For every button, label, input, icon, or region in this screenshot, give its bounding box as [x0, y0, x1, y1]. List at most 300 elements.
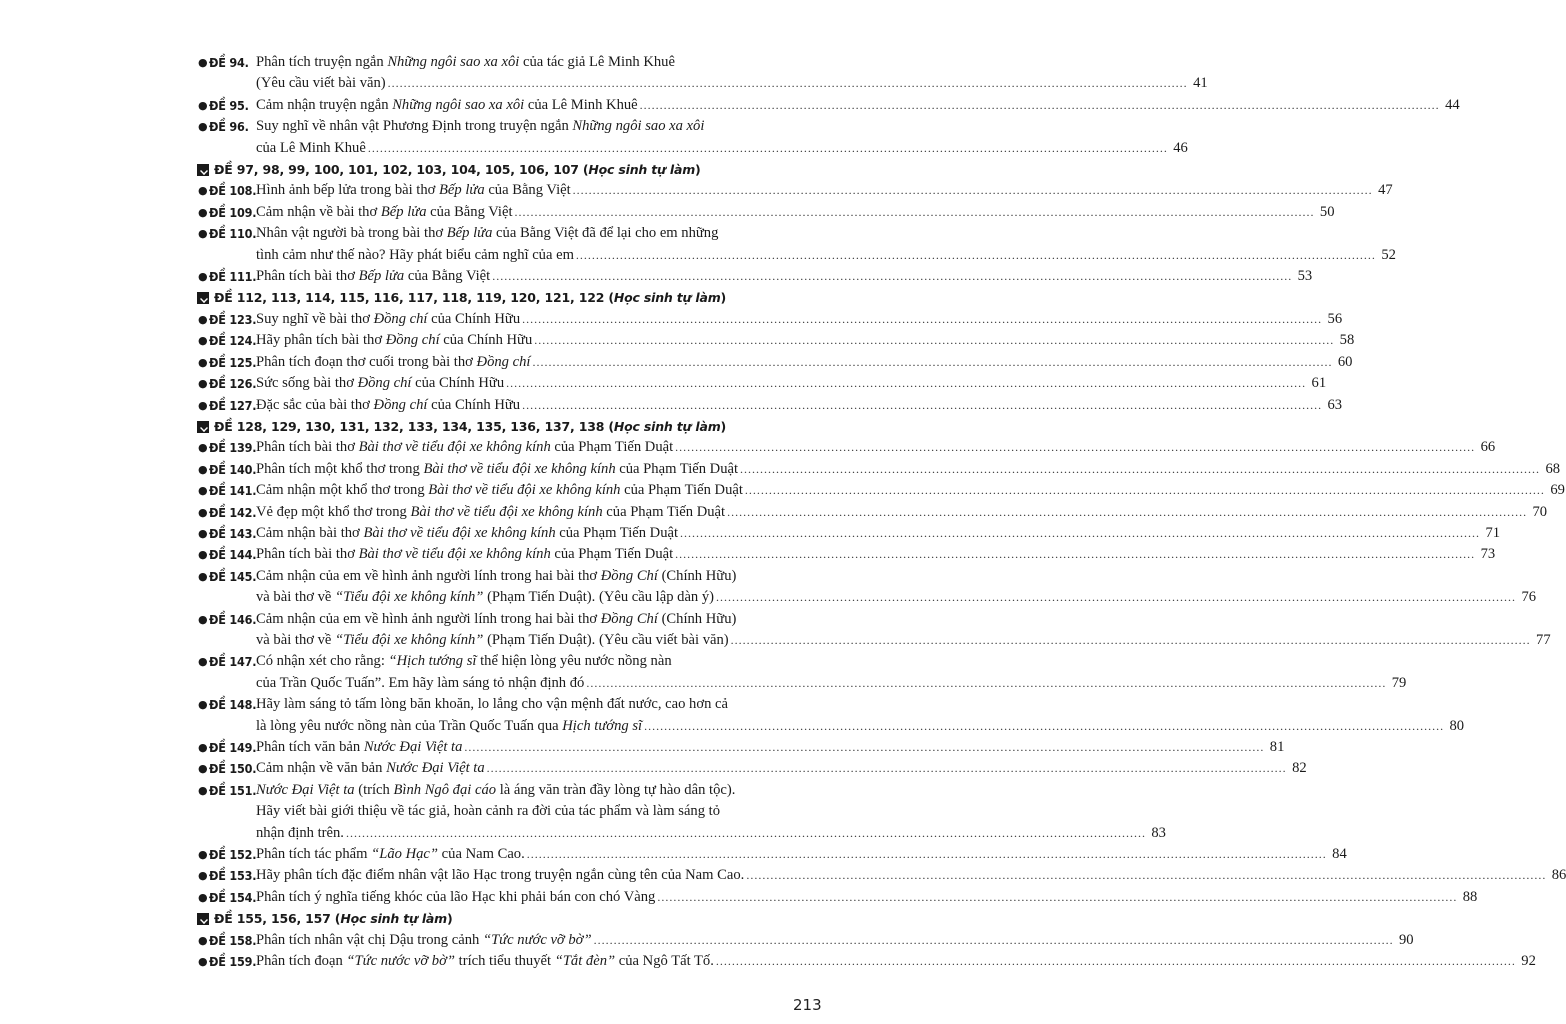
page-ref: 80 — [1449, 717, 1465, 734]
title-text: Phân tích tác phẩm — [256, 846, 372, 863]
page-ref: 70 — [1532, 503, 1548, 520]
title-text: và bài thơ về — [256, 589, 336, 606]
dot-leader: ........................................................................................................................................................................................................ — [534, 333, 1335, 348]
bullet-icon: ● — [198, 890, 208, 904]
toc-entry — [196, 887, 1478, 908]
toc-entry — [196, 352, 1353, 373]
section-text: ĐỀ 97, 98, 99, 100, 101, 102, 103, 104, 105, 106, 107 ( — [214, 162, 589, 178]
dot-leader: ........................................................................................................................................................................................................ — [575, 247, 1376, 262]
dot-leader: ........................................................................................................................................................................................................ — [492, 269, 1293, 284]
dot-leader: ........................................................................................................................................................................................................ — [387, 76, 1188, 91]
bullet-icon: ● — [198, 98, 208, 112]
title-text: Phân tích đoạn thơ cuối trong bài thơ — [256, 353, 477, 370]
entry-title — [256, 116, 704, 137]
entry-title — [256, 758, 485, 779]
entry-line — [256, 651, 816, 672]
entry-title — [256, 587, 714, 608]
dot-leader: ........................................................................................................................................................................................................ — [572, 183, 1373, 198]
bullet-icon: ● — [198, 205, 208, 219]
work-title: Nước Đại Việt ta — [363, 739, 463, 755]
work-title: Đồng chí — [385, 332, 440, 349]
dot-leader: ........................................................................................................................................................................................................ — [715, 954, 1516, 969]
entry-title — [256, 52, 675, 73]
entry-number: ĐỀ 139. — [209, 440, 257, 456]
table-of-contents — [196, 52, 1566, 972]
entry-title — [256, 887, 655, 908]
title-text: Phân tích bài thơ — [256, 546, 359, 563]
bullet-icon: ● — [198, 484, 208, 498]
work-title: “Tức nước vỡ bờ” — [346, 953, 455, 970]
bullet-icon: ● — [198, 312, 208, 326]
work-title: Đồng Chí — [600, 610, 658, 627]
toc-entry — [196, 223, 1396, 266]
section-close: ) — [446, 911, 453, 927]
page-ref: 88 — [1462, 888, 1478, 905]
dot-leader: ........................................................................................................................................................................................................ — [644, 718, 1445, 733]
title-text: Nhân vật người bà trong bài thơ — [256, 225, 447, 242]
entry-title — [256, 202, 513, 223]
toc-entry — [196, 609, 1551, 652]
work-title: Đồng chí — [373, 396, 428, 413]
work-title: Đồng chí — [476, 353, 531, 370]
page-ref: 41 — [1193, 75, 1208, 92]
bullet-icon: ● — [198, 955, 208, 969]
title-text: Phân tích văn bản — [256, 739, 364, 755]
work-title: Đồng chí — [357, 375, 412, 392]
title-text: (trích — [354, 781, 394, 798]
entry-title — [256, 459, 738, 480]
bullet-icon: ● — [198, 227, 208, 241]
title-text: (Yêu cầu viết bài văn) — [256, 75, 386, 92]
entry-number: ĐỀ 125. — [209, 354, 257, 370]
work-title: “Tiểu đội xe không kính” — [335, 589, 484, 606]
toc-entry — [196, 651, 1407, 694]
title-text: Hãy phân tích đặc điểm nhân vật lão Hạc trong truyện ngắn cùng tên của Nam Cao. — [256, 867, 745, 884]
entry-line — [256, 480, 1565, 501]
entry-line — [256, 73, 1208, 94]
title-text: Cảm nhận của em về hình ảnh người lính trong hai bài thơ — [256, 610, 601, 627]
bullet-icon: ● — [198, 355, 208, 369]
bullet-icon: ● — [198, 783, 208, 797]
page-ref: 50 — [1319, 203, 1335, 220]
title-text: của Lê Minh Khuê — [524, 96, 638, 113]
entry-line — [256, 223, 816, 244]
entry-title — [256, 330, 532, 351]
entry-line — [256, 245, 1396, 266]
toc-section-heading — [196, 287, 816, 308]
work-title: Bài thơ về tiểu đội xe không kính — [363, 524, 556, 541]
toc-entry — [196, 373, 1327, 394]
page-ref: 46 — [1173, 139, 1188, 156]
work-title: “Tắt đèn” — [554, 953, 616, 970]
title-text: của Bằng Việt — [404, 268, 491, 285]
entry-title — [256, 373, 504, 394]
work-title: Bếp lửa — [380, 203, 427, 220]
bullet-icon: ● — [198, 120, 208, 134]
entry-title — [256, 544, 673, 565]
toc-entry — [196, 459, 1561, 480]
dot-leader: ........................................................................................................................................................................................................ — [740, 461, 1541, 476]
bullet-icon: ● — [198, 612, 208, 626]
page-ref: 84 — [1332, 846, 1347, 863]
title-text: của Lê Minh Khuê — [256, 139, 366, 156]
title-text: Cảm nhận về văn bản — [256, 760, 387, 777]
title-text: Hãy làm sáng tỏ tấm lòng băn khoăn, lo lắng cho vận mệnh đất nước, cao hơn cả — [256, 696, 728, 713]
bullet-icon: ● — [198, 184, 208, 198]
section-marker-icon — [197, 164, 209, 176]
entry-number: ĐỀ 124. — [209, 333, 257, 349]
entry-title — [256, 266, 490, 287]
bullet-icon: ● — [198, 548, 208, 562]
bullet-icon: ● — [198, 377, 208, 391]
toc-entry — [196, 95, 1460, 116]
section-text: ĐỀ 155, 156, 157 ( — [214, 911, 341, 927]
entry-number: ĐỀ 108. — [209, 183, 257, 199]
page-ref: 60 — [1337, 353, 1353, 370]
page-ref: 58 — [1339, 332, 1355, 349]
entry-title — [256, 865, 744, 886]
entry-line — [256, 951, 1536, 972]
title-text: của Ngô Tất Tố. — [615, 953, 714, 970]
dot-leader: ........................................................................................................................................................................................................ — [367, 140, 1168, 155]
entry-line — [256, 630, 1551, 651]
title-text: của Chính Hữu — [439, 332, 533, 349]
title-text: (Chính Hữu) — [657, 567, 737, 584]
entry-number: ĐỀ 158. — [209, 932, 257, 948]
entry-line — [256, 95, 1460, 116]
toc-entry — [196, 116, 1188, 159]
entry-title — [256, 673, 584, 694]
entry-number: ĐỀ 110. — [209, 226, 257, 242]
dot-leader: ........................................................................................................................................................................................................ — [746, 868, 1547, 883]
dot-leader: ........................................................................................................................................................................................................ — [680, 525, 1481, 540]
toc-entry — [196, 930, 1414, 951]
toc-entry — [196, 694, 1465, 737]
work-title: Bài thơ về tiểu đội xe không kính — [423, 460, 616, 477]
page-ref: 66 — [1480, 439, 1496, 456]
work-title: Hịch tướng sĩ — [562, 717, 643, 734]
entry-line — [256, 801, 816, 822]
bullet-icon: ● — [198, 869, 208, 883]
page-ref: 83 — [1151, 824, 1166, 841]
section-text: ĐỀ 128, 129, 130, 131, 132, 133, 134, 135, 136, 137, 138 ( — [214, 418, 614, 434]
entry-title — [256, 823, 344, 844]
page-ref: 61 — [1311, 375, 1327, 392]
page-ref: 53 — [1297, 268, 1313, 285]
work-title: Bài thơ về tiểu đội xe không kính — [410, 503, 603, 520]
title-text: của Bằng Việt đã để lại cho em những — [492, 225, 719, 242]
entry-title — [256, 523, 678, 544]
entry-number: ĐỀ 95. — [209, 97, 249, 113]
entry-line — [256, 587, 1537, 608]
toc-section-heading — [196, 416, 816, 437]
work-title: Bài thơ về tiểu đội xe không kính — [358, 546, 551, 563]
bullet-icon: ● — [198, 698, 208, 712]
entry-number: ĐỀ 140. — [209, 461, 257, 477]
work-title: Bếp lửa — [446, 225, 493, 242]
toc-entry — [196, 202, 1335, 223]
title-text: và bài thơ về — [256, 631, 336, 648]
bullet-icon: ● — [198, 398, 208, 412]
dot-leader: ........................................................................................................................................................................................................ — [464, 740, 1265, 754]
title-text: của Nam Cao. — [438, 846, 525, 863]
work-title: Bình Ngô đại cáo — [393, 781, 497, 798]
title-text: Hãy viết bài giới thiệu về tác giả, hoàn cảnh ra đời của tác phẩm và làm sáng tỏ — [256, 803, 721, 820]
entry-line — [256, 673, 1407, 694]
entry-line — [256, 694, 816, 715]
entry-line — [256, 566, 816, 587]
title-text: Cảm nhận về bài thơ — [256, 203, 381, 220]
entry-title — [256, 566, 736, 587]
toc-entry — [196, 395, 1343, 416]
toc-entry — [196, 844, 1347, 865]
section-marker-icon — [197, 913, 209, 925]
toc-entry — [196, 544, 1496, 565]
toc-entry — [196, 780, 1166, 844]
title-text: tình cảm như thế nào? Hãy phát biểu cảm nghĩ của em — [256, 246, 574, 263]
page-ref: 77 — [1536, 631, 1551, 648]
dot-leader: ........................................................................................................................................................................................................ — [730, 632, 1531, 647]
title-text: nhận định trên. — [256, 824, 344, 841]
toc-entry — [196, 437, 1496, 458]
entry-number: ĐỀ 142. — [209, 504, 257, 520]
toc-entry — [196, 266, 1313, 287]
entry-number: ĐỀ 109. — [209, 204, 257, 220]
entry-number: ĐỀ 159. — [209, 954, 257, 970]
title-text: Phân tích truyện ngắn — [256, 54, 388, 70]
entry-line — [256, 823, 1166, 844]
section-note: Học sinh tự làm — [588, 162, 696, 178]
dot-leader: ........................................................................................................................................................................................................ — [639, 97, 1440, 112]
entry-number: ĐỀ 94. — [209, 55, 249, 70]
entry-title — [256, 930, 592, 951]
title-text: của Chính Hữu — [427, 310, 521, 327]
toc-entry — [196, 737, 1285, 758]
title-text: (Chính Hữu) — [657, 610, 737, 627]
bullet-icon: ● — [198, 56, 208, 69]
entry-title — [256, 716, 642, 737]
entry-title — [256, 95, 638, 116]
dot-leader: ........................................................................................................................................................................................................ — [514, 204, 1315, 219]
entry-line — [256, 502, 1548, 523]
title-text: Có nhận xét cho rằng: — [256, 653, 389, 670]
toc-entry — [196, 480, 1565, 501]
work-title: Đồng Chí — [600, 567, 658, 584]
work-title: Bài thơ về tiểu đội xe không kính — [358, 439, 551, 456]
title-text: Cảm nhận của em về hình ảnh người lính trong hai bài thơ — [256, 567, 601, 584]
work-title: “Tức nước vỡ bờ” — [482, 931, 592, 948]
entry-title — [256, 801, 720, 822]
title-text: Suy nghĩ về nhân vật Phương Định trong truyện ngắn — [256, 118, 573, 135]
section-close: ) — [720, 418, 727, 434]
section-text: ĐỀ 112, 113, 114, 115, 116, 117, 118, 119, 120, 121, 122 ( — [214, 290, 614, 306]
title-text: Phân tích một khổ thơ trong — [256, 460, 424, 477]
entry-line — [256, 737, 1285, 758]
work-title: “Lão Hạc” — [371, 846, 439, 863]
title-text: thể hiện lòng yêu nước nồng nàn — [476, 653, 672, 670]
entry-line — [256, 780, 816, 801]
section-note: Học sinh tự làm — [613, 290, 721, 306]
page-ref: 68 — [1545, 460, 1561, 477]
entry-number: ĐỀ 123. — [209, 311, 257, 327]
title-text: trích tiểu thuyết — [455, 953, 555, 970]
title-text: của Bằng Việt — [426, 203, 513, 220]
work-title: “Hịch tướng sĩ — [388, 653, 477, 670]
entry-line — [256, 309, 1343, 330]
bullet-icon: ● — [198, 848, 208, 862]
toc-entry — [196, 330, 1355, 351]
title-text: của Phạm Tiến Duật — [620, 482, 743, 499]
entry-title — [256, 73, 386, 94]
entry-number: ĐỀ 144. — [209, 547, 257, 563]
work-title: Nước Đại Việt ta — [386, 760, 485, 777]
bullet-icon: ● — [198, 270, 208, 284]
toc-section-heading — [196, 908, 816, 929]
entry-title — [256, 309, 520, 330]
section-note: Học sinh tự làm — [340, 911, 447, 927]
title-text: Phân tích nhân vật chị Dậu trong cảnh — [256, 931, 483, 948]
page-ref: 52 — [1381, 246, 1396, 263]
entry-number: ĐỀ 126. — [209, 376, 257, 392]
entry-title — [256, 502, 725, 523]
entry-title — [256, 437, 673, 458]
title-text: Sức sống bài thơ — [256, 375, 358, 392]
title-text: của Phạm Tiến Duật — [615, 460, 739, 477]
dot-leader: ........................................................................................................................................................................................................ — [675, 440, 1476, 455]
entry-number: ĐỀ 150. — [209, 761, 257, 777]
dot-leader: ........................................................................................................................................................................................................ — [522, 311, 1323, 326]
dot-leader: ........................................................................................................................................................................................................ — [727, 504, 1528, 519]
toc-entry — [196, 566, 1537, 609]
bullet-icon: ● — [198, 505, 208, 519]
entry-title — [256, 223, 718, 244]
toc-entry — [196, 951, 1536, 972]
entry-line — [256, 395, 1343, 416]
work-title: Nước Đại Việt ta — [256, 781, 355, 798]
title-text: Đặc sắc của bài thơ — [256, 396, 374, 413]
bullet-icon: ● — [198, 741, 208, 754]
entry-number: ĐỀ 147. — [209, 654, 257, 670]
entry-number: ĐỀ 111. — [209, 269, 257, 285]
title-text: của Chính Hữu — [427, 396, 521, 413]
entry-line — [256, 373, 1327, 394]
entry-number: ĐỀ 152. — [209, 847, 257, 863]
work-title: Bếp lửa — [439, 182, 485, 199]
title-text: của Trần Quốc Tuấn”. Em hãy làm sáng tỏ nhận định đó — [256, 674, 585, 691]
page-ref: 73 — [1480, 546, 1496, 563]
entry-line — [256, 865, 1566, 886]
entry-line — [256, 266, 1313, 287]
title-text: của Chính Hữu — [411, 375, 505, 392]
dot-leader: ........................................................................................................................................................................................................ — [657, 889, 1458, 904]
work-title: “Tiểu đội xe không kính” — [335, 631, 484, 648]
title-text: Phân tích ý nghĩa tiếng khóc của lão Hạc khi phải bán con chó Vàng — [256, 888, 656, 905]
title-text: (Phạm Tiến Duật). (Yêu cầu lập dàn ý) — [483, 589, 715, 606]
entry-title — [256, 609, 736, 630]
title-text: của Phạm Tiến Duật — [602, 503, 726, 520]
dot-leader: ........................................................................................................................................................................................................ — [506, 376, 1307, 391]
bullet-icon: ● — [198, 655, 208, 669]
title-text: của Phạm Tiến Duật — [550, 546, 674, 563]
entry-line — [256, 609, 816, 630]
page-ref: 90 — [1398, 931, 1414, 948]
page-ref: 81 — [1269, 739, 1285, 755]
entry-number: ĐỀ 143. — [209, 525, 257, 541]
dot-leader: ........................................................................................................................................................................................................ — [486, 761, 1287, 776]
entry-line — [256, 758, 1307, 779]
section-close: ) — [695, 162, 701, 178]
page-ref: 86 — [1551, 867, 1566, 884]
entry-line — [256, 930, 1414, 951]
page-ref: 63 — [1327, 396, 1343, 413]
dot-leader: ........................................................................................................................................................................................................ — [586, 675, 1387, 690]
entry-line — [256, 716, 1465, 737]
entry-title — [256, 352, 530, 373]
dot-leader: ........................................................................................................................................................................................................ — [522, 397, 1323, 412]
toc-entry — [196, 309, 1343, 330]
entry-title — [256, 180, 571, 201]
page-number: 213 — [793, 996, 822, 1014]
title-text: của tác giả Lê Minh Khuê — [519, 54, 675, 70]
entry-line — [256, 330, 1355, 351]
entry-line — [256, 523, 1501, 544]
work-title: Bài thơ về tiểu đội xe không kính — [428, 482, 621, 499]
entry-line — [256, 544, 1496, 565]
entry-number: ĐỀ 141. — [209, 483, 257, 499]
page-ref: 92 — [1521, 953, 1536, 970]
dot-leader: ........................................................................................................................................................................................................ — [532, 354, 1333, 369]
entry-title — [256, 630, 729, 651]
entry-title — [256, 395, 520, 416]
entry-number: ĐỀ 145. — [209, 568, 257, 584]
entry-title — [256, 138, 366, 159]
title-text: của Phạm Tiến Duật — [550, 439, 674, 456]
dot-leader: ........................................................................................................................................................................................................ — [744, 483, 1545, 498]
section-note: Học sinh tự làm — [613, 418, 721, 434]
bullet-icon: ● — [198, 462, 208, 476]
work-title: Những ngôi sao xa xôi — [392, 96, 525, 113]
bullet-icon: ● — [198, 762, 208, 776]
title-text: Phân tích đoạn — [256, 953, 347, 970]
work-title: Những ngôi sao xa xôi — [387, 54, 520, 70]
entry-number: ĐỀ 149. — [209, 740, 257, 755]
section-marker-icon — [197, 421, 209, 433]
toc-section-heading — [196, 159, 816, 180]
bullet-icon: ● — [198, 569, 208, 583]
page-ref: 82 — [1292, 760, 1307, 777]
entry-title — [256, 780, 735, 801]
entry-line — [256, 180, 1393, 201]
title-text: là lòng yêu nước nồng nàn của Trần Quốc Tuấn qua — [256, 717, 563, 734]
title-text: của Bằng Việt — [484, 182, 571, 199]
title-text: Hình ảnh bếp lửa trong bài thơ — [256, 182, 440, 199]
bullet-icon: ● — [198, 933, 208, 947]
toc-entry — [196, 523, 1501, 544]
title-text: Phân tích bài thơ — [256, 439, 359, 456]
title-text: Phân tích bài thơ — [256, 268, 359, 285]
entry-line — [256, 116, 816, 137]
entry-title — [256, 694, 728, 715]
entry-line — [256, 844, 1347, 865]
toc-entry — [196, 758, 1307, 779]
title-text: của Phạm Tiến Duật — [555, 524, 679, 541]
entry-number: ĐỀ 153. — [209, 868, 257, 884]
title-text: Cảm nhận bài thơ — [256, 524, 364, 541]
title-text: là áng văn tràn đầy lòng tự hào dân tộc). — [496, 781, 736, 798]
entry-title — [256, 737, 462, 758]
dot-leader: ........................................................................................................................................................................................................ — [593, 932, 1394, 947]
bullet-icon: ● — [198, 526, 208, 540]
